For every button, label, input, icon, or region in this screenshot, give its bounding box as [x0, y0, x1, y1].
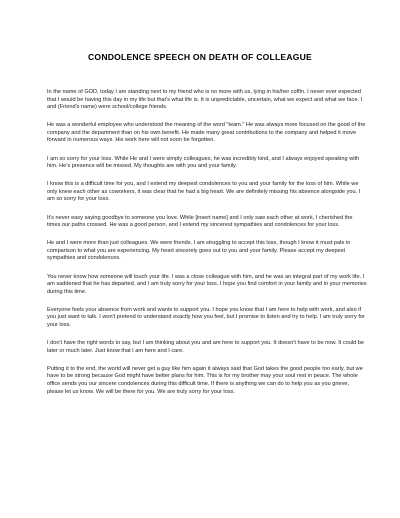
paragraph-8: Everyone feels your absence from work and wants to support you. I hope you know that I am here to help with work, and also if you just want to talk. I won't pretend to understand exactly how you feel, but I promise to listen and try to help. I am truly sorry for your loss.	[47, 306, 365, 328]
paragraph-3: I am so sorry for your loss. While He and I were simply colleagues, he was incredibly kind, and I always enjoyed speaking with him. He's presence will be missed. My thoughts are with you and your family.	[47, 155, 360, 170]
paragraph-2: He was a wonderful employee who understood the meaning of the word "team." He was always more focused on the good of the company and the department than on his own benefit. He made many great contributions to the company and helped it move forward in numerous ways. His work here will not soon be forgotten.	[47, 122, 366, 144]
paragraph-5: It's never easy saying goodbye to someone you love. While [insert name] and I only saw each other at work, I cherished the times our paths crossed. He was a good person, and I extend my sincerest sympathies and condolences for your loss.	[47, 214, 353, 229]
paragraph-9: I don't have the right words to say, but I am thinking about you and am here to support you. It doesn't have to be now. It could be later or much later. Just know that I am here and I care.	[47, 340, 365, 354]
document-title: CONDOLENCE SPEECH ON DEATH OF COLLEAGUE	[88, 52, 312, 62]
document-body	[47, 89, 367, 396]
paragraph-6: He and I were more than just colleagues. We were friends. I am struggling to accept this loss, though I know it must pale in comparison to what you are experiencing. My heart sincerely goes out to you and your family. Please accept my deepest sympathies and condolences.	[47, 240, 351, 262]
paragraph-4: I know this is a difficult time for you, and I extend my deepest condolences to you and your family for the loss of him. While we only knew each other as coworkers, it was clear that he had a big heart. We are definitely missing his absence alongside you. I am so sorry for your loss.	[47, 181, 361, 203]
paragraph-1: In the name of GOD, today I am standing next to my friend who is no more with us, lying in his/her coffin. I never ever expected that I would be having this day in my life but that's what life is. It is unpredictable, uncertain, what we expect and what we face. I and (Friend's name) were school/college friends.	[47, 89, 363, 111]
paragraph-7: You never know how someone will touch your life. I was a close colleague with him, and he was an integral part of my work life. I am saddened that he has departed, and I am truly sorry for your loss. I hope you find comfort in your family and in your memories during this time.	[47, 273, 367, 295]
paragraph-10: Putting it to the end, the world will never get a guy like him again it always said that God takes the good people too early, but we have to be strong because God might have better plans for him. This is for my brother may your soul rest in peace. The whole office sends you our sincere condolences during this difficult time. If there is anything we can do to help you as you grieve, please let us know. We will be there for you. We are truly sorry for your loss.	[47, 365, 363, 395]
